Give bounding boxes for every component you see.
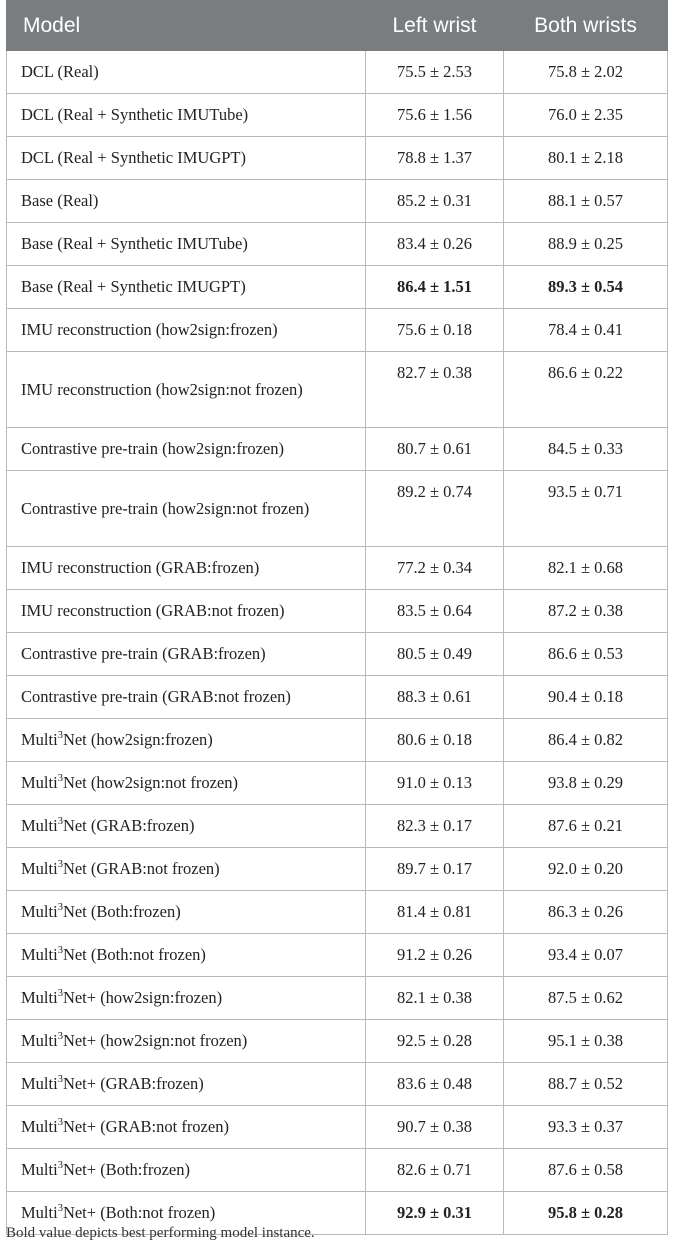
table-row	[7, 223, 668, 266]
model-name-superscript: 3	[57, 729, 63, 741]
both-wrists-cell: 93.5 ± 0.71	[504, 471, 668, 547]
table-row	[7, 1063, 668, 1106]
model-cell: Contrastive pre-train (GRAB:frozen)	[7, 633, 366, 676]
left-wrist-cell: 78.8 ± 1.37	[366, 137, 504, 180]
table-row	[7, 428, 668, 471]
model-cell: Base (Real)	[7, 180, 366, 223]
table-row	[7, 547, 668, 590]
model-name-suffix: Net (Both:not frozen)	[62, 945, 206, 964]
both-wrists-cell: 87.6 ± 0.21	[504, 805, 668, 848]
both-wrists-cell: 92.0 ± 0.20	[504, 848, 668, 891]
model-cell	[7, 1106, 366, 1149]
both-wrists-cell: 86.6 ± 0.53	[504, 633, 668, 676]
model-name-superscript: 3	[57, 815, 63, 827]
model-cell	[7, 891, 366, 934]
left-wrist-cell: 83.4 ± 0.26	[366, 223, 504, 266]
model-cell	[7, 762, 366, 805]
model-name-suffix: Net+ (GRAB:frozen)	[62, 1074, 204, 1093]
table-row	[7, 848, 668, 891]
table-row	[7, 471, 668, 547]
model-name-superscript: 3	[57, 1030, 63, 1042]
model-name-superscript: 3	[57, 1073, 63, 1085]
model-cell: IMU reconstruction (GRAB:not frozen)	[7, 590, 366, 633]
model-name-superscript: 3	[57, 772, 63, 784]
model-cell: DCL (Real + Synthetic IMUTube)	[7, 94, 366, 137]
both-wrists-cell: 93.4 ± 0.07	[504, 934, 668, 977]
table-row	[7, 51, 668, 94]
model-cell: Contrastive pre-train (how2sign:not frozen)	[7, 471, 366, 547]
table-row	[7, 94, 668, 137]
table-row	[7, 590, 668, 633]
header-left-wrist: Left wrist	[366, 1, 504, 51]
model-name-suffix: Net+ (Both:frozen)	[62, 1160, 190, 1179]
left-wrist-cell: 92.5 ± 0.28	[366, 1020, 504, 1063]
model-cell: DCL (Real + Synthetic IMUGPT)	[7, 137, 366, 180]
table-row	[7, 977, 668, 1020]
table-row	[7, 676, 668, 719]
model-cell	[7, 805, 366, 848]
model-cell: DCL (Real)	[7, 51, 366, 94]
model-name-suffix: Net (how2sign:frozen)	[62, 730, 213, 749]
model-cell: Base (Real + Synthetic IMUTube)	[7, 223, 366, 266]
both-wrists-cell-best: 89.3 ± 0.54	[504, 266, 668, 309]
model-name-suffix: Net (how2sign:not frozen)	[62, 773, 238, 792]
model-name-prefix: Multi	[21, 902, 58, 921]
model-name-superscript: 3	[57, 858, 63, 870]
both-wrists-cell: 86.3 ± 0.26	[504, 891, 668, 934]
table-row	[7, 762, 668, 805]
both-wrists-cell-best: 95.8 ± 0.28	[504, 1192, 668, 1235]
model-name-prefix: Multi	[21, 816, 58, 835]
left-wrist-cell: 82.6 ± 0.71	[366, 1149, 504, 1192]
model-name-prefix: Multi	[21, 1160, 58, 1179]
model-name-suffix: Net+ (Both:not frozen)	[62, 1203, 216, 1222]
model-name-prefix: Multi	[21, 1074, 58, 1093]
left-wrist-cell: 91.2 ± 0.26	[366, 934, 504, 977]
table-row	[7, 137, 668, 180]
table-row	[7, 1020, 668, 1063]
table-row	[7, 719, 668, 762]
both-wrists-cell: 80.1 ± 2.18	[504, 137, 668, 180]
both-wrists-cell: 84.5 ± 0.33	[504, 428, 668, 471]
both-wrists-cell: 88.1 ± 0.57	[504, 180, 668, 223]
model-name-prefix: Multi	[21, 773, 58, 792]
left-wrist-cell: 82.3 ± 0.17	[366, 805, 504, 848]
table-body	[7, 51, 668, 1235]
model-name-suffix: Net+ (how2sign:frozen)	[62, 988, 223, 1007]
left-wrist-cell: 82.7 ± 0.38	[366, 352, 504, 428]
table-row	[7, 352, 668, 428]
left-wrist-cell: 83.6 ± 0.48	[366, 1063, 504, 1106]
both-wrists-cell: 93.8 ± 0.29	[504, 762, 668, 805]
table-row	[7, 180, 668, 223]
model-cell: Contrastive pre-train (how2sign:frozen)	[7, 428, 366, 471]
model-cell: IMU reconstruction (how2sign:frozen)	[7, 309, 366, 352]
model-name-suffix: Net (Both:frozen)	[62, 902, 181, 921]
table-row	[7, 805, 668, 848]
model-name-superscript: 3	[57, 1202, 63, 1214]
both-wrists-cell: 88.9 ± 0.25	[504, 223, 668, 266]
model-name-superscript: 3	[57, 1116, 63, 1128]
left-wrist-cell: 90.7 ± 0.38	[366, 1106, 504, 1149]
both-wrists-cell: 86.4 ± 0.82	[504, 719, 668, 762]
left-wrist-cell: 80.6 ± 0.18	[366, 719, 504, 762]
model-name-superscript: 3	[57, 944, 63, 956]
left-wrist-cell: 91.0 ± 0.13	[366, 762, 504, 805]
model-cell: Contrastive pre-train (GRAB:not frozen)	[7, 676, 366, 719]
both-wrists-cell: 95.1 ± 0.38	[504, 1020, 668, 1063]
left-wrist-cell: 81.4 ± 0.81	[366, 891, 504, 934]
table-row	[7, 266, 668, 309]
table-header	[7, 1, 668, 51]
model-cell: IMU reconstruction (how2sign:not frozen)	[7, 352, 366, 428]
model-name-prefix: Multi	[21, 1117, 58, 1136]
model-name-prefix: Multi	[21, 859, 58, 878]
model-name-prefix: Multi	[21, 988, 58, 1007]
model-name-prefix: Multi	[21, 1031, 58, 1050]
left-wrist-cell: 75.6 ± 0.18	[366, 309, 504, 352]
left-wrist-cell: 75.6 ± 1.56	[366, 94, 504, 137]
left-wrist-cell: 80.7 ± 0.61	[366, 428, 504, 471]
table-row	[7, 309, 668, 352]
left-wrist-cell: 85.2 ± 0.31	[366, 180, 504, 223]
table-row	[7, 1149, 668, 1192]
model-name-superscript: 3	[57, 987, 63, 999]
left-wrist-cell-best: 92.9 ± 0.31	[366, 1192, 504, 1235]
model-name-superscript: 3	[57, 1159, 63, 1171]
results-table	[6, 0, 668, 1235]
both-wrists-cell: 76.0 ± 2.35	[504, 94, 668, 137]
both-wrists-cell: 82.1 ± 0.68	[504, 547, 668, 590]
left-wrist-cell: 80.5 ± 0.49	[366, 633, 504, 676]
table-row	[7, 1106, 668, 1149]
model-cell	[7, 848, 366, 891]
model-name-prefix: Multi	[21, 730, 58, 749]
both-wrists-cell: 86.6 ± 0.22	[504, 352, 668, 428]
model-cell	[7, 1020, 366, 1063]
left-wrist-cell-best: 86.4 ± 1.51	[366, 266, 504, 309]
both-wrists-cell: 87.2 ± 0.38	[504, 590, 668, 633]
model-name-suffix: Net (GRAB:not frozen)	[62, 859, 220, 878]
model-name-suffix: Net+ (GRAB:not frozen)	[62, 1117, 229, 1136]
table-row	[7, 934, 668, 977]
left-wrist-cell: 83.5 ± 0.64	[366, 590, 504, 633]
model-cell	[7, 1149, 366, 1192]
model-cell: IMU reconstruction (GRAB:frozen)	[7, 547, 366, 590]
header-model: Model	[7, 1, 366, 51]
model-cell: Base (Real + Synthetic IMUGPT)	[7, 266, 366, 309]
both-wrists-cell: 93.3 ± 0.37	[504, 1106, 668, 1149]
both-wrists-cell: 87.5 ± 0.62	[504, 977, 668, 1020]
model-name-superscript: 3	[57, 901, 63, 913]
left-wrist-cell: 89.2 ± 0.74	[366, 471, 504, 547]
model-name-suffix: Net (GRAB:frozen)	[62, 816, 195, 835]
model-name-suffix: Net+ (how2sign:not frozen)	[62, 1031, 248, 1050]
header-both-wrists: Both wrists	[504, 1, 668, 51]
table-footnote: Bold value depicts best performing model instance.	[6, 1225, 315, 1241]
left-wrist-cell: 82.1 ± 0.38	[366, 977, 504, 1020]
both-wrists-cell: 88.7 ± 0.52	[504, 1063, 668, 1106]
left-wrist-cell: 89.7 ± 0.17	[366, 848, 504, 891]
both-wrists-cell: 90.4 ± 0.18	[504, 676, 668, 719]
left-wrist-cell: 77.2 ± 0.34	[366, 547, 504, 590]
model-cell	[7, 1063, 366, 1106]
table-row	[7, 891, 668, 934]
model-name-prefix: Multi	[21, 1203, 58, 1222]
model-cell	[7, 719, 366, 762]
model-cell	[7, 977, 366, 1020]
both-wrists-cell: 87.6 ± 0.58	[504, 1149, 668, 1192]
model-cell	[7, 934, 366, 977]
left-wrist-cell: 88.3 ± 0.61	[366, 676, 504, 719]
left-wrist-cell: 75.5 ± 2.53	[366, 51, 504, 94]
model-name-prefix: Multi	[21, 945, 58, 964]
both-wrists-cell: 78.4 ± 0.41	[504, 309, 668, 352]
both-wrists-cell: 75.8 ± 2.02	[504, 51, 668, 94]
table-row	[7, 633, 668, 676]
